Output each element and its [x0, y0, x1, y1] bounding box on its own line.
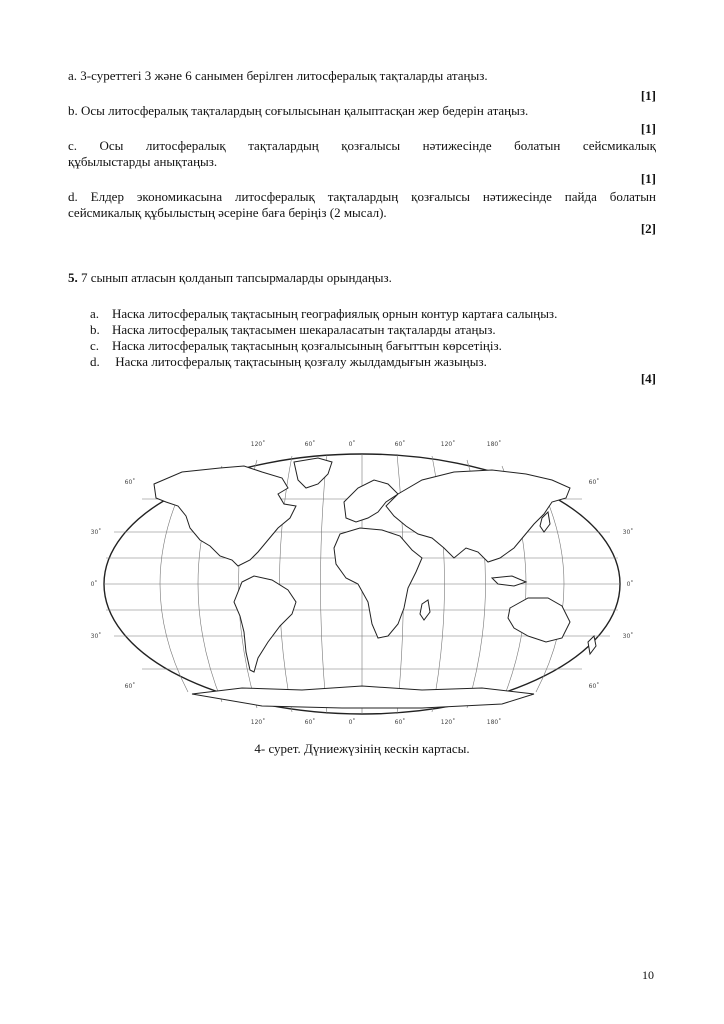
question-5b-text: Наска литосфералық тақтасымен шекараласатын тақталарды атаңыз.: [112, 322, 496, 337]
question-5c-letter: c.: [90, 338, 100, 353]
australia-outline: [508, 598, 570, 642]
question-5b-letter: b.: [90, 322, 100, 337]
question-5c-text: Наска литосфералық тақтасының қозғалысының бағыттын көрсетіңіз.: [112, 338, 502, 353]
south-america-outline: [234, 576, 296, 672]
question-4d-text-line2: сейсмикалық құбылыстың әсеріне баға беріңіз (2 мысал).: [68, 205, 387, 220]
question-4c-text-line2: құбылыстарды анықтаңыз.: [68, 154, 218, 169]
question-5b: [90, 322, 496, 338]
map-left-label-2: 30˚: [90, 529, 102, 536]
north-america-outline: [154, 466, 296, 566]
map-left-label-5: 60˚: [124, 683, 136, 690]
map-caption: 4- сурет. Дүниежүзінің кескін картасы.: [254, 741, 470, 756]
new-zealand-outline: [588, 636, 596, 654]
africa-outline: [334, 528, 422, 638]
question-5a-letter: a.: [90, 306, 100, 321]
question-4c-mark: [1]: [640, 171, 656, 186]
greenland-outline: [294, 458, 332, 488]
map-bottom-label-4: 60˚: [394, 719, 406, 726]
question-4a-text: a. 3-суреттегі 3 және 6 санымен берілген литосфералық тақталарды атаңыз.: [68, 68, 488, 83]
question-5c: [90, 338, 502, 354]
world-contour-map: [82, 432, 642, 732]
map-left-label-1: 60˚: [124, 479, 136, 486]
question-4b-mark: [1]: [640, 121, 656, 136]
map-right-label-2: 30˚: [622, 529, 634, 536]
map-right-label-5: 60˚: [588, 683, 600, 690]
madagascar-outline: [420, 600, 430, 620]
map-top-label-1: 120˚: [250, 441, 266, 448]
map-bottom-label-1: 120˚: [250, 719, 266, 726]
map-bottom-label-3: 0˚: [348, 719, 356, 726]
map-bottom-label-2: 60˚: [304, 719, 316, 726]
map-left-label-3: 0˚: [90, 581, 98, 588]
map-top-label-5: 120˚: [440, 441, 456, 448]
page-number: 10: [642, 968, 654, 982]
map-right-label-3: 0˚: [626, 581, 634, 588]
map-top-label-6: 180˚: [486, 441, 502, 448]
question-5d: [90, 354, 487, 370]
map-bottom-label-6: 180˚: [486, 719, 502, 726]
map-left-label-4: 30˚: [90, 633, 102, 640]
question-4d-mark: [2]: [640, 221, 656, 236]
question-4c-text-line1: c. Осы литосфералық тақталардың қозғалысы нәтижесінде болатын сейсмикалық: [68, 138, 656, 153]
indonesia-outline: [492, 576, 526, 586]
question-4b-text: b. Осы литосфералық тақталардың соғылысынан қалыптасқан жер бедерін атаңыз.: [68, 103, 529, 118]
question-5-number: 5.: [68, 270, 78, 285]
question-4d-text-line1: d. Елдер экономикасына литосфералық тақталардың қозғалысы нәтижесінде пайда болатын: [68, 189, 656, 204]
question-4a-mark: [1]: [640, 88, 656, 103]
question-5-text: 7 сынып атласын қолданып тапсырмаларды орындаңыз.: [77, 270, 392, 285]
map-top-label-2: 60˚: [304, 441, 316, 448]
map-top-label-3: 0˚: [348, 441, 356, 448]
map-right-label-4: 30˚: [622, 633, 634, 640]
map-top-label-4: 60˚: [394, 441, 406, 448]
question-5d-text: Наска литосфералық тақтасының қозғалу жылдамдығын жазыңыз.: [112, 354, 487, 369]
europe-outline: [344, 480, 398, 522]
antarctica-outline: [192, 686, 534, 708]
asia-outline: [386, 470, 570, 562]
question-5a-text: Наска литосфералық тақтасының географиялық орнын контур картаға салыңыз.: [112, 306, 558, 321]
question-5d-letter: d.: [90, 354, 100, 369]
question-5-mark: [4]: [640, 371, 656, 386]
map-right-label-1: 60˚: [588, 479, 600, 486]
question-5-heading: [68, 270, 656, 286]
question-5a: [90, 306, 557, 322]
map-bottom-label-5: 120˚: [440, 719, 456, 726]
